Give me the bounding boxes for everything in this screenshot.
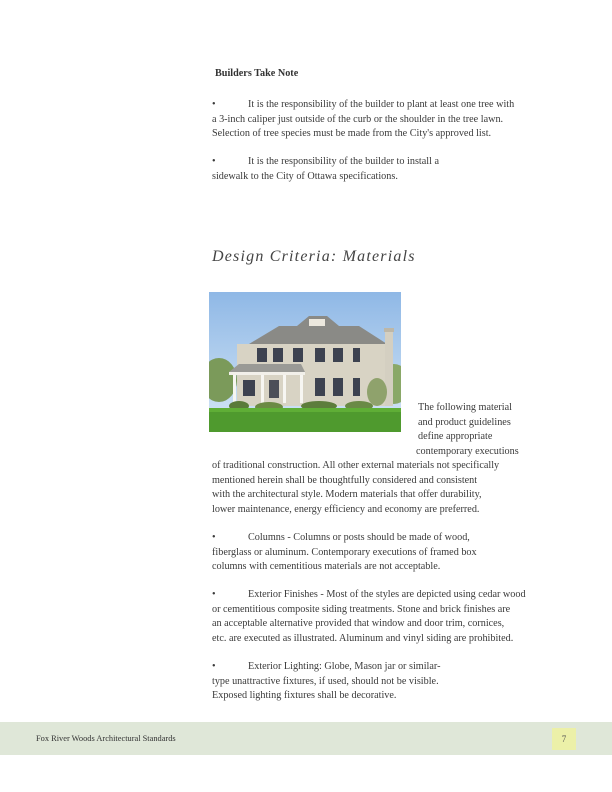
intro-line-1: of traditional construction. All other external materials not specifically [212,460,500,471]
bullet-marker: • [212,99,216,110]
finishes-line-1: Exterior Finishes - Most of the styles are depicted using cedar wood [248,589,526,600]
finishes-line-4: etc. are executed as illustrated. Aluminum and vinyl siding are prohibited. [212,632,514,644]
lighting-line-3: Exposed lighting fixtures shall be decorative. [212,690,397,701]
columns-line-1: Columns - Columns or posts should be made of wood, [248,532,470,543]
bullet-marker: • [212,156,216,167]
bullet-marker: • [212,532,216,543]
bullet-marker: • [212,661,216,672]
tree-note-line-1: It is the responsibility of the builder to plant at least one tree with [248,99,515,110]
finishes-line-3: an acceptable alternative provided that window and door trim, cornices, [212,618,505,629]
columns-line-2: fiberglass or aluminum. Contemporary executions of framed box [212,546,477,558]
sidewalk-note-line-1: It is the responsibility of the builder to install a [248,156,439,167]
house-illustration [209,292,401,432]
footer-title: Fox River Woods Architectural Standards [36,734,176,743]
finishes-line-2: or cementitious composite siding treatments. Stone and brick finishes are [212,603,511,615]
intro-line-2: mentioned herein shall be thoughtfully considered and consistent [212,474,478,486]
intro-wrap-line-1: The following material [418,402,512,413]
house-photo [209,292,401,432]
tree-note-line-3: Selection of tree species must be made from the City's approved list. [212,128,492,139]
intro-wrap-line-4: contemporary executions [416,445,519,457]
intro-wrap-line-2: and product guidelines [418,416,511,428]
page-number: 7 [552,728,576,750]
tree-note-line-2: a 3-inch caliper just outside of the curb or the shoulder in the tree lawn. [212,113,504,125]
intro-line-4: lower maintenance, energy efficiency and economy are preferred. [212,503,480,515]
bullet-marker: • [212,589,216,600]
lighting-line-2: type unattractive fixtures, if used, should not be visible. [212,675,439,687]
columns-line-3: columns with cementitious materials are not acceptable. [212,561,441,572]
sidewalk-note-line-2: sidewalk to the City of Ottawa specifications. [212,171,398,182]
lighting-line-1: Exterior Lighting: Globe, Mason jar or similar- [248,661,441,672]
intro-line-3: with the architectural style. Modern materials that offer durability, [212,489,482,500]
intro-wrap-line-3: define appropriate [418,431,493,442]
materials-section-title: Design Criteria: Materials [212,248,416,265]
builders-note-heading: Builders Take Note [215,68,299,79]
